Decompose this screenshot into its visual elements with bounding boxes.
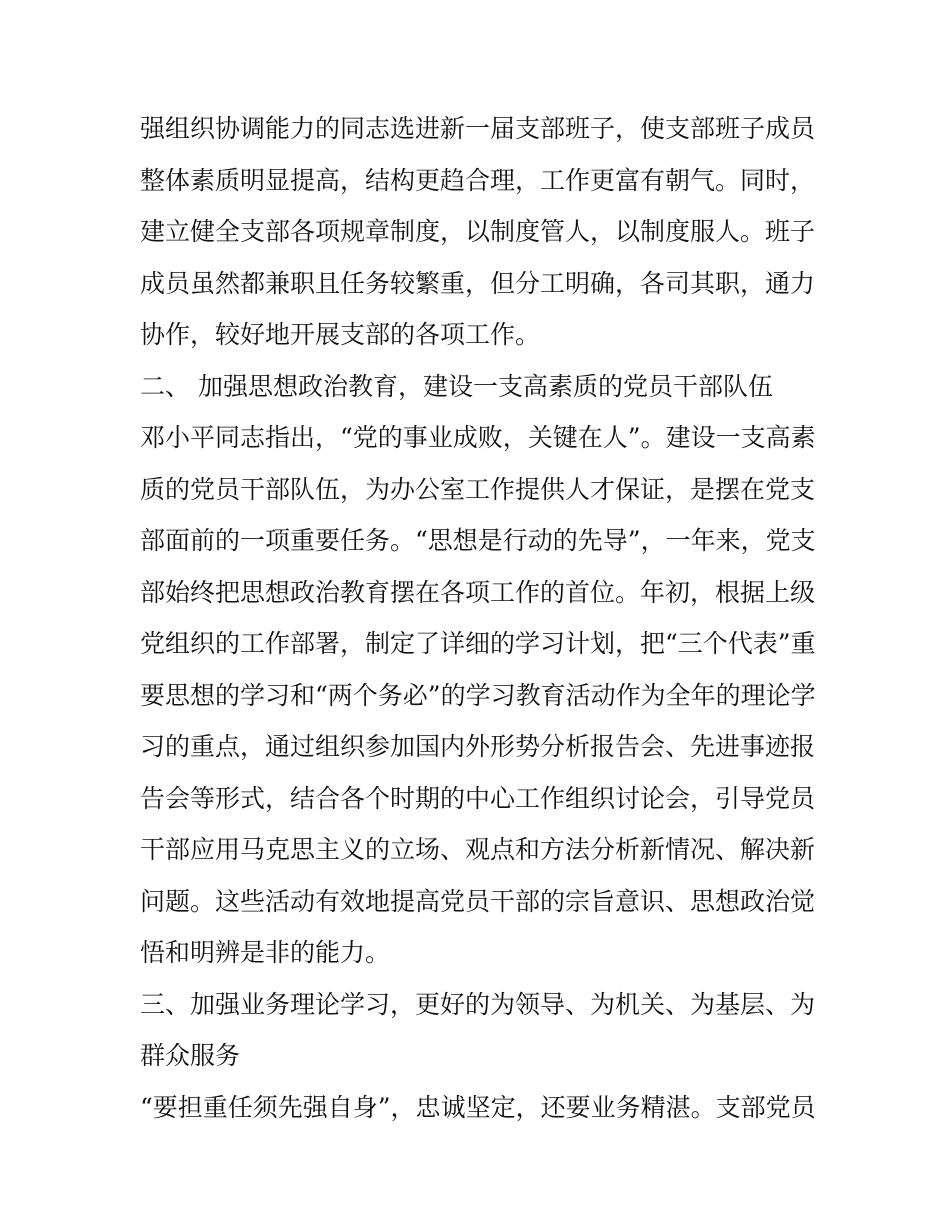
text-line: 质的党员干部队伍，为办公室工作提供人才保证，是摆在党支 xyxy=(140,474,816,504)
text-line: 干部应用马克思主义的立场、观点和方法分析新情况、解决新 xyxy=(140,835,816,864)
text-line: 部面前的一项重要任务。“思想是行动的先导”，一年来，党支 xyxy=(140,526,816,555)
text-line: 党组织的工作部署，制定了详细的学习计划，把“三个代表”重 xyxy=(140,629,816,658)
section-heading-2: 二、 加强思想政治教育，建设一支高素质的党员干部队伍 xyxy=(140,371,773,401)
text-line: 建立健全支部各项规章制度，以制度管人，以制度服人。班子 xyxy=(140,217,816,246)
text-line: 整体素质明显提高，结构更趋合理，工作更富有朝气。同时， xyxy=(140,165,816,195)
text-line: “要担重任须先强自身”，忠诚坚定，还要业务精湛。支部党员 xyxy=(140,1092,816,1122)
text-line: 要思想的学习和“两个务必”的学习教育活动作为全年的理论学 xyxy=(140,680,816,710)
text-line: 强组织协调能力的同志选进新一届支部班子，使支部班子成员 xyxy=(140,114,816,143)
section-heading-3: 三、加强业务理论学习，更好的为领导、为机关、为基层、为 xyxy=(140,989,816,1019)
text-line: 部始终把思想政治教育摆在各项工作的首位。年初，根据上级 xyxy=(140,577,816,607)
text-line: 悟和明辨是非的能力。 xyxy=(140,938,391,967)
text-line: 告会等形式，结合各个时期的中心工作组织讨论会，引导党员 xyxy=(140,783,816,813)
section-heading-3-continued: 群众服务 xyxy=(140,1041,241,1070)
text-line: 协作，较好地开展支部的各项工作。 xyxy=(140,320,541,349)
text-line: 成员虽然都兼职且任务较繁重，但分工明确，各司其职，通力 xyxy=(140,268,816,298)
document-body xyxy=(140,103,820,1133)
text-line: 问题。这些活动有效地提高党员干部的宗旨意识、思想政治觉 xyxy=(140,886,816,916)
text-line: 邓小平同志指出，“党的事业成败，关键在人”。建设一支高素 xyxy=(140,423,816,452)
text-line: 习的重点，通过组织参加国内外形势分析报告会、先进事迹报 xyxy=(140,732,816,761)
